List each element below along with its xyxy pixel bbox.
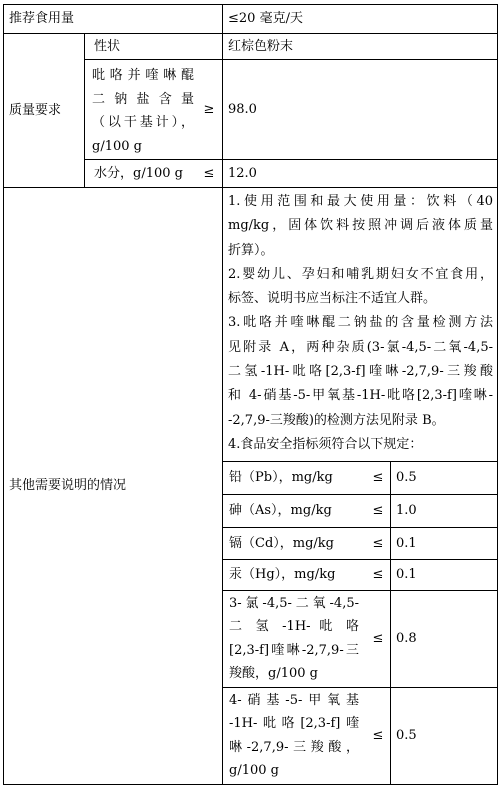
recommended-label: 推荐食用量 xyxy=(9,11,75,26)
appearance-value: 红棕色粉末 xyxy=(228,38,294,54)
limit-impurity-b-line: 啉-2,7,9-三羧酸， xyxy=(229,739,359,755)
content-label xyxy=(92,64,194,158)
limit-cadmium-operator: ≤ xyxy=(372,535,384,551)
content-label-line: g/100 g xyxy=(92,138,142,154)
appearance-label: 性状 xyxy=(94,38,121,54)
note-line: 折算）。 xyxy=(228,242,274,258)
limit-mercury-value: 0.1 xyxy=(396,567,417,582)
limit-cadmium-value: 0.1 xyxy=(396,535,417,551)
note-line: 1.使用范围和最大使用量：饮料（40 xyxy=(228,194,493,209)
limit-impurity-b-line: -1H-吡咯[2,3-f]喹 xyxy=(229,716,359,732)
content-label-line: （以干基计）， xyxy=(92,115,194,130)
limit-impurity-a-line: [2,3-f]喹啉-2,7,9-三 xyxy=(229,642,359,658)
limit-arsenic-operator: ≤ xyxy=(372,503,384,518)
content-label-line: 吡咯并喹啉醌 xyxy=(92,68,194,83)
limit-impurity-a-label xyxy=(229,592,359,686)
limit-impurity-b-value: 0.5 xyxy=(396,728,417,743)
limit-arsenic-label: 砷（As），mg/kg xyxy=(229,503,332,518)
note-line: 和 4-硝基-5-甲氧基-1H-吡咯[2,3-f]喹啉- xyxy=(228,388,493,404)
note-line: 3.吡咯并喹啉醌二钠盐的含量检测方法 xyxy=(228,315,493,331)
note-line: 标签、说明书应当标注不适宜人群。 xyxy=(228,291,437,307)
limit-impurity-b-label xyxy=(229,689,359,783)
limit-impurity-a-value: 0.8 xyxy=(396,631,417,646)
sub-rule-col xyxy=(390,461,391,785)
content-value: 98.0 xyxy=(228,101,257,117)
rule-col-main xyxy=(222,4,223,785)
notes-block xyxy=(228,190,493,457)
moisture-label: 水分，g/100 g xyxy=(94,165,183,181)
recommended-value: ≤20 毫克/天 xyxy=(228,11,303,26)
table-border-bottom xyxy=(3,784,498,785)
limit-lead-label: 铅（Pb），mg/kg xyxy=(229,470,333,485)
limit-arsenic-value: 1.0 xyxy=(396,503,417,518)
note-line: 二氢-1H-吡咯[2,3-f]喹啉-2,7,9-三羧酸 xyxy=(228,364,493,380)
limit-impurity-b-line: g/100 g xyxy=(229,763,279,779)
limit-impurity-a-line: 羧酸，g/100 g xyxy=(229,666,318,682)
limit-impurity-b-line: 4-硝基-5-甲氧基 xyxy=(229,693,359,708)
content-operator: ≥ xyxy=(203,101,215,117)
limit-lead-operator: ≤ xyxy=(372,470,384,485)
moisture-operator: ≤ xyxy=(203,165,215,181)
note-line: -2,7,9-三羧酸)的检测方法见附录 B。 xyxy=(228,412,445,428)
quality-label: 质量要求 xyxy=(9,102,62,118)
note-line: 见附录 A，两种杂质(3-氯-4,5-二氧-4,5- xyxy=(228,339,493,355)
moisture-value: 12.0 xyxy=(228,165,257,181)
note-line: mg/kg，固体饮料按照冲调后液体质量 xyxy=(228,218,493,234)
rule-col-quality xyxy=(84,33,85,188)
content-label-line: 二 钠 盐 含 量 xyxy=(92,91,194,107)
limit-lead-value: 0.5 xyxy=(396,470,417,485)
note-line: 4.食品安全指标须符合以下规定： xyxy=(228,436,423,452)
limit-cadmium-label: 镉（Cd），mg/kg xyxy=(229,535,334,551)
limit-impurity-a-line: 3-氯-4,5-二氧-4,5- xyxy=(229,596,359,611)
limit-impurity-a-operator: ≤ xyxy=(372,631,384,646)
limit-impurity-b-operator: ≤ xyxy=(372,728,384,743)
table-border-right xyxy=(497,4,498,785)
limit-impurity-a-line: 二 氢 -1H- 吡 咯 xyxy=(229,619,359,635)
other-label: 其他需要说明的情况 xyxy=(9,478,127,493)
limit-mercury-operator: ≤ xyxy=(372,567,384,582)
table-border-left xyxy=(3,4,4,785)
limit-mercury-label: 汞（Hg），mg/kg xyxy=(229,567,336,582)
note-line: 2.婴幼儿、孕妇和哺乳期妇女不宜食用， xyxy=(228,266,493,282)
